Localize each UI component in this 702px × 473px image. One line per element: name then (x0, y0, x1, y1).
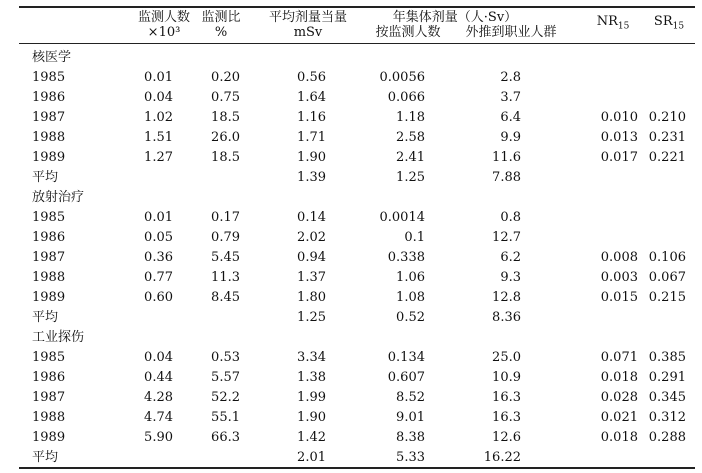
cell-ratio: 11.3 (211, 270, 240, 285)
cell-ratio: 0.53 (211, 350, 240, 365)
header-sr-label: SR (653, 14, 673, 29)
header-extrapolated: 外推到职业人群 (465, 25, 557, 40)
cell-monitored: 0.36 (144, 250, 173, 265)
table-header-rule (19, 43, 695, 44)
table-row (0, 408, 702, 428)
cell-collective-extrapolated: 16.3 (492, 410, 521, 425)
cell-monitored: 0.05 (144, 230, 173, 245)
header-nr-label: NR (596, 14, 618, 29)
cell-monitored: 0.04 (144, 90, 173, 105)
cell-collective-by-monitored: 0.338 (387, 250, 425, 265)
header-nr-sub: 15 (617, 21, 630, 32)
cell-avg-dose: 1.71 (297, 130, 326, 145)
cell-monitored: 1.27 (144, 150, 173, 165)
cell-year: 1986 (32, 230, 66, 245)
header-sr (646, 14, 692, 32)
table-row (0, 108, 702, 128)
cell-avg-dose: 1.42 (297, 430, 326, 445)
table-row (0, 248, 702, 268)
header-monitored (138, 10, 190, 40)
cell-collective-extrapolated: 3.7 (500, 90, 521, 105)
cell-monitored: 4.28 (144, 390, 173, 405)
cell-collective-by-monitored: 0.0056 (379, 70, 425, 85)
cell-sr15: 0.067 (648, 270, 686, 285)
cell-sr15: 0.288 (648, 430, 686, 445)
cell-ratio: 0.20 (211, 70, 240, 85)
cell-year: 1985 (32, 70, 66, 85)
cell-avg-dose: 1.80 (297, 290, 326, 305)
cell-year: 1987 (32, 110, 66, 125)
cell-year: 平均 (32, 450, 59, 465)
cell-year: 1985 (32, 350, 66, 365)
table-row (0, 368, 702, 388)
cell-collective-extrapolated: 12.6 (492, 430, 521, 445)
cell-collective-extrapolated: 25.0 (492, 350, 521, 365)
cell-collective-by-monitored: 9.01 (396, 410, 425, 425)
cell-ratio: 5.45 (211, 250, 240, 265)
cell-collective-by-monitored: 0.134 (387, 350, 425, 365)
table-row (0, 128, 702, 148)
cell-avg-dose: 1.38 (297, 370, 326, 385)
table-row (0, 268, 702, 288)
header-monitored-unit: ×10³ (147, 25, 181, 40)
cell-nr15: 0.010 (600, 110, 638, 125)
cell-collective-by-monitored: 8.38 (396, 430, 425, 445)
cell-year: 1989 (32, 430, 66, 445)
cell-collective-by-monitored: 1.25 (396, 170, 425, 185)
cell-nr15: 0.008 (600, 250, 638, 265)
cell-avg-dose: 0.56 (297, 70, 326, 85)
cell-year: 1986 (32, 370, 66, 385)
section-title: 工业探伤 (32, 330, 85, 345)
table-row (0, 68, 702, 88)
cell-year: 1989 (32, 290, 66, 305)
cell-avg-dose: 0.94 (297, 250, 326, 265)
cell-nr15: 0.018 (600, 430, 638, 445)
cell-collective-extrapolated: 6.4 (500, 110, 521, 125)
header-ratio-unit: % (214, 25, 228, 40)
header-collective: 年集体剂量（人·Sv） (392, 10, 518, 25)
header-by-monitored: 按监测人数 (375, 25, 441, 40)
table-row (0, 208, 702, 228)
section-title: 核医学 (32, 50, 72, 65)
cell-nr15: 0.017 (600, 150, 638, 165)
cell-monitored: 4.74 (144, 410, 173, 425)
cell-avg-dose: 1.16 (297, 110, 326, 125)
cell-collective-extrapolated: 12.7 (492, 230, 521, 245)
cell-avg-dose: 1.64 (297, 90, 326, 105)
cell-year: 1988 (32, 270, 66, 285)
cell-sr15: 0.345 (648, 390, 686, 405)
cell-monitored: 0.77 (144, 270, 173, 285)
cell-collective-extrapolated: 16.22 (483, 450, 521, 465)
cell-year: 1989 (32, 150, 66, 165)
cell-collective-extrapolated: 0.8 (500, 210, 521, 225)
cell-avg-dose: 1.90 (297, 150, 326, 165)
header-ratio (200, 10, 242, 40)
cell-collective-by-monitored: 0.066 (387, 90, 425, 105)
cell-year: 1986 (32, 90, 66, 105)
cell-ratio: 66.3 (211, 430, 240, 445)
table-row (0, 288, 702, 308)
cell-collective-extrapolated: 12.8 (492, 290, 521, 305)
cell-avg-dose: 1.99 (297, 390, 326, 405)
cell-monitored: 0.01 (144, 210, 173, 225)
cell-collective-extrapolated: 7.88 (492, 170, 521, 185)
cell-avg-dose: 2.02 (297, 230, 326, 245)
cell-sr15: 0.312 (648, 410, 686, 425)
cell-collective-by-monitored: 0.0014 (379, 210, 425, 225)
cell-monitored: 0.44 (144, 370, 173, 385)
cell-monitored: 5.90 (144, 430, 173, 445)
cell-monitored: 0.04 (144, 350, 173, 365)
table-row (0, 428, 702, 448)
cell-collective-extrapolated: 10.9 (492, 370, 521, 385)
cell-collective-extrapolated: 6.2 (500, 250, 521, 265)
cell-monitored: 0.01 (144, 70, 173, 85)
cell-collective-by-monitored: 0.52 (396, 310, 425, 325)
cell-nr15: 0.015 (600, 290, 638, 305)
table-row (0, 388, 702, 408)
cell-collective-by-monitored: 1.18 (396, 110, 425, 125)
cell-year: 平均 (32, 170, 59, 185)
table-top-rule (19, 6, 695, 8)
cell-nr15: 0.003 (600, 270, 638, 285)
cell-monitored: 1.02 (144, 110, 173, 125)
header-avg-dose-label: 平均剂量当量 (268, 10, 347, 25)
cell-nr15: 0.028 (600, 390, 638, 405)
table-row (0, 348, 702, 368)
cell-collective-by-monitored: 1.06 (396, 270, 425, 285)
table-row (0, 448, 702, 468)
cell-avg-dose: 1.37 (297, 270, 326, 285)
header-avg-dose-unit: mSv (293, 25, 323, 40)
cell-sr15: 0.215 (648, 290, 686, 305)
cell-ratio: 18.5 (211, 110, 240, 125)
cell-collective-extrapolated: 2.8 (500, 70, 521, 85)
table-bottom-rule (19, 467, 695, 469)
header-sr-sub: 15 (672, 21, 685, 32)
header-monitored-label: 监测人数 (138, 10, 191, 25)
table-row (0, 168, 702, 188)
cell-ratio: 26.0 (211, 130, 240, 145)
cell-year: 1985 (32, 210, 66, 225)
cell-collective-by-monitored: 2.58 (396, 130, 425, 145)
cell-ratio: 0.17 (211, 210, 240, 225)
cell-collective-by-monitored: 1.08 (396, 290, 425, 305)
table-row (0, 88, 702, 108)
cell-nr15: 0.071 (600, 350, 638, 365)
cell-monitored: 1.51 (144, 130, 173, 145)
table-row (0, 148, 702, 168)
cell-ratio: 55.1 (211, 410, 240, 425)
cell-collective-extrapolated: 9.9 (500, 130, 521, 145)
cell-collective-by-monitored: 0.607 (387, 370, 425, 385)
cell-avg-dose: 0.14 (297, 210, 326, 225)
cell-avg-dose: 2.01 (297, 450, 326, 465)
cell-monitored: 0.60 (144, 290, 173, 305)
cell-collective-extrapolated: 11.6 (492, 150, 521, 165)
table-row (0, 228, 702, 248)
cell-nr15: 0.018 (600, 370, 638, 385)
cell-avg-dose: 1.39 (297, 170, 326, 185)
cell-year: 1988 (32, 130, 66, 145)
cell-collective-extrapolated: 16.3 (492, 390, 521, 405)
cell-ratio: 52.2 (211, 390, 240, 405)
cell-collective-by-monitored: 5.33 (396, 450, 425, 465)
cell-collective-by-monitored: 0.1 (404, 230, 425, 245)
header-avg-dose (262, 10, 354, 40)
cell-sr15: 0.210 (648, 110, 686, 125)
cell-avg-dose: 3.34 (297, 350, 326, 365)
header-nr (590, 14, 636, 32)
cell-avg-dose: 1.90 (297, 410, 326, 425)
cell-year: 1987 (32, 250, 66, 265)
cell-sr15: 0.291 (648, 370, 686, 385)
cell-avg-dose: 1.25 (297, 310, 326, 325)
cell-sr15: 0.106 (648, 250, 686, 265)
cell-ratio: 18.5 (211, 150, 240, 165)
header-ratio-label: 监测比 (201, 10, 241, 25)
cell-year: 平均 (32, 310, 59, 325)
cell-sr15: 0.221 (648, 150, 686, 165)
cell-ratio: 8.45 (211, 290, 240, 305)
cell-collective-extrapolated: 8.36 (492, 310, 521, 325)
cell-collective-extrapolated: 9.3 (500, 270, 521, 285)
cell-collective-by-monitored: 8.52 (396, 390, 425, 405)
section-title: 放射治疗 (32, 190, 85, 205)
cell-nr15: 0.013 (600, 130, 638, 145)
cell-collective-by-monitored: 2.41 (396, 150, 425, 165)
cell-nr15: 0.021 (600, 410, 638, 425)
table-row (0, 308, 702, 328)
cell-ratio: 0.75 (211, 90, 240, 105)
cell-year: 1987 (32, 390, 66, 405)
cell-sr15: 0.231 (648, 130, 686, 145)
cell-sr15: 0.385 (648, 350, 686, 365)
cell-year: 1988 (32, 410, 66, 425)
cell-ratio: 5.57 (211, 370, 240, 385)
cell-ratio: 0.79 (211, 230, 240, 245)
